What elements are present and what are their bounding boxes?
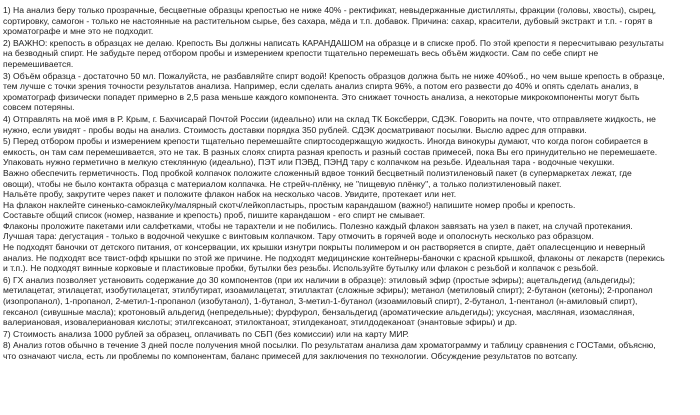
text-line: Не подходят баночки от детского питания, от консервации, их крышки изнутри покрыты полимером и он растворяется в спирте, даёт опалесценцию и неверный	[3, 242, 646, 253]
text-line: 8) Анализ готов обычно в течение 3 дней после получения мной посылки. По результатам анализа дам хроматограмму и таблицу сравнения с ГОСТами, объясню,	[3, 340, 656, 351]
text-line: хроматографе и мне это не подходит.	[3, 26, 154, 37]
text-line: 1) На анализ беру только прозрачные, бесцветные образцы крепостью не ниже 40% - ректификат, невыдержанные дистилляты, фракции (головы, хвосты), сырец,	[3, 5, 657, 15]
text-line: анализ. Не подходят все твист-офф крышки по этой же причине. Не подходят медицинские контейнеры-баночки с красной крышкой, флаконы от лекарств (перекись	[3, 252, 665, 263]
text-line: гексанол (сивушные масла); кротоновый альдегид (непредельные); фурфурол, бензальдегид (ароматические альдегиды); уксусная, масляная, изомасляная,	[3, 306, 635, 317]
paragraph-6	[3, 275, 697, 328]
text-line: 4) Отправлять на моё имя в Р. Крым, г. Бахчисарай Почтой России (идеально) или на склад ТК Боксберри, СДЭК. Говорить на почте, что отправляете жидкость, не	[3, 113, 656, 124]
text-line: Составьте общий список (номер, название и крепость) проб, пишите карандашом - его спирт не смывает.	[3, 210, 426, 221]
text-line: 7) Стоимость анализа 1000 рублей за образец, оплачивать по СБП (без комиссии) или на карту МИР.	[3, 328, 409, 339]
text-line: совсем потеряны.	[3, 102, 75, 113]
text-line: метилацетат, этилацетат, изобутилацетат, этилбутират, изоамилацетат, этиллактат (сложные эфиры); метанол (метиловый спирт); 2-бутанон (кетоны); 2-пропанол	[3, 285, 653, 296]
text-line: 6) ГХ анализ позволяет установить содержание до 30 компонентов (при их наличии в образце): этиловый эфир (простые эфиры); ацетальдегид (альдегиды);	[3, 274, 636, 285]
text-line: (изопропанол), 1-пропанол, 2-метил-1-пропанол (изобутанол), 1-бутанол, 3-метил-1-бутанол (изоамиловый спирт), 2-бутанол, 1-пентанол (н-амиловый спирт),	[3, 296, 638, 307]
text-line: 5) Перед отбором пробы и измерением крепости тщательно перемешайте спиртосодержащую жидкость. Иногда винокуры думают, что когда погон собирается в	[3, 136, 648, 147]
text-line: На флакон наклейте синенько-самоклейку/малярный скотч/лейкопластырь, простым карандашом (важно!) напишите номер пробы и крепость.	[3, 199, 576, 210]
text-line: овощи), чтобы не было контакта образца с материалом колпачка. Не стрейч-плёнку, не "пищевую плёнку", а только полиэтиленовый пакет.	[3, 178, 562, 189]
paragraph-3	[3, 71, 697, 113]
text-line: и т.п.). Не подходят винные корковые и пластиковые пробки, бутылки без резьбы. Используйте бутылку или флакон с резьбой и колпачок с резьбой.	[3, 263, 599, 274]
text-line: сортировку, самогон - только не настоянные на растительном сырье, без сахара, мёда и т.п. добавок. Причина: сахар, красители, дубовый экстракт и т.п. - горят в	[3, 15, 653, 26]
paragraph-2	[3, 38, 697, 70]
text-line: Флаконы проложите пакетами или салфетками, чтобы не тарахтели и не побились. Полезно каждый флакон завязать на узел в пакет, на случай протекания.	[3, 220, 633, 231]
text-line: 2) ВАЖНО: крепость в образцах не делаю. Крепость Вы должны написать КАРАНДАШОМ на образце и в списке проб. По этой крепости я пересчитываю результаты	[3, 37, 664, 48]
text-line: хроматограф физически попадет примерно в 2,5 раза меньше каждого компонента. Это снижает точность анализа, а некоторые микрокомпоненты могут быть	[3, 91, 640, 102]
text-line: перемешивается.	[3, 58, 74, 69]
text-line: Нальёте пробу, закрутите через пакет и положите флакон набок на несколько часов. Увидите, протекает или нет.	[3, 189, 457, 200]
paragraph-7	[3, 329, 697, 340]
text-line: нужно, если увидят - пробы воды на анализ. Стоимость доставки порядка 350 рублей. СДЭК досматривают посылки. Выслю адрес для отправки.	[3, 124, 587, 135]
document-body	[3, 5, 697, 363]
paragraph-4	[3, 114, 697, 135]
text-line: Упаковать нужно герметично в мелкую стеклянную (идеально), ПЭТ или ПЭВД, ПЭНД тару с колпачком на резьбе. Идеальная тара - водочные чекушки.	[3, 157, 615, 168]
text-line: 3) Объём образца - достаточно 50 мл. Пожалуйста, не разбавляйте спирт водой! Крепость образцов должна быть не ниже 40%об., но чем выше крепость в образце,	[3, 70, 665, 81]
text-line: что означают числа, есть ли проблемы по компонентам, баланс примесей для заключения по технологии. Обсуждение результатов по вотсапу.	[3, 351, 578, 361]
text-line: тем лучше с точки зрения точности результатов анализа. Например, если сделать анализ спирта 96%, а потом его развести до 40% и опять сделать анализ, в	[3, 81, 639, 92]
paragraph-8	[3, 340, 697, 361]
text-line: Важно обеспечить герметичность. Под пробкой колпачок положите сложенный вдвое тонкий бесцветный полиэтиленовый пакет (в супермаркетах лежат, где	[3, 167, 632, 178]
text-line: емкость, он там сам перемешивается, это не так. В разных слоях спирта разная крепость и разный состав примесей, пока Вы его принудительно не перемешаете.	[3, 146, 658, 157]
paragraph-5	[3, 136, 697, 274]
paragraph-1	[3, 5, 697, 37]
text-line: на безводный спирт. Не забудьте перед отбором пробы и измерением крепости тщательно перемешать весь объём жидкости. Сам по себе спирт не	[3, 48, 599, 59]
text-line: Лучшая тара: дегустация - только в водочной чекушке с винтовым колпачком. Тару отмочить в горячей воде и ополоснуть несколько раз образцом.	[3, 231, 594, 242]
text-line: валериановая, изовалериановая кислоты; этилгексаноат, этилоктаноат, этилдеканоат, этилдодеканоат (энантовые эфиры) и др.	[3, 317, 518, 328]
